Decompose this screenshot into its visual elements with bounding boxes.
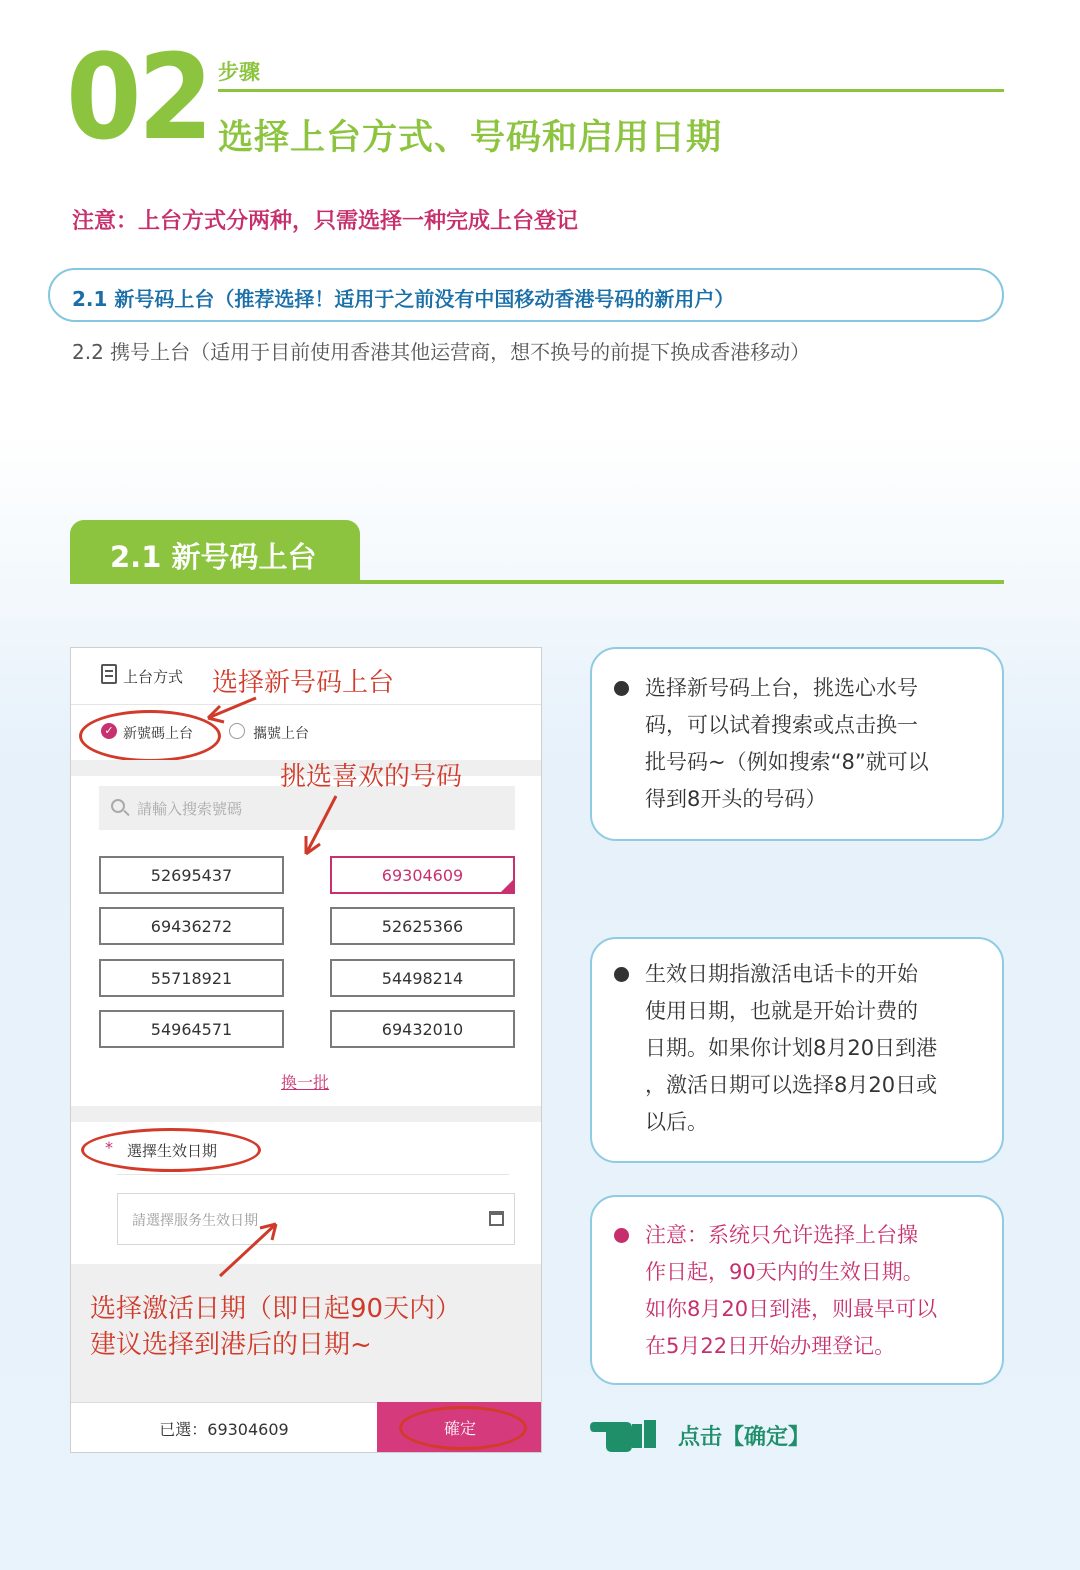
number-option-selected[interactable]: 69304609 (330, 856, 515, 894)
note-3-line: 注意：系统只允许选择上台操 (645, 1223, 918, 1247)
note-1-line: 得到8开头的号码） (645, 787, 827, 811)
confirm-button-label: 確定 (443, 1419, 476, 1438)
note-1-line: 批号码~（例如搜索“8”就可以 (645, 750, 929, 774)
number-option[interactable]: 52625366 (330, 907, 515, 945)
annotation-arrow (196, 690, 266, 730)
note-2-line: ，激活日期可以选择8月20日或 (645, 1073, 938, 1097)
bullet-dot (614, 967, 629, 982)
notice-text: 注意：上台方式分两种，只需选择一种完成上台登记 (72, 209, 579, 234)
annotation-suggest-date: 建议选择到港后的日期~ (90, 1330, 372, 1360)
option-2-text: 2.2 携号上台（适用于目前使用香港其他运营商，想不换号的前提下换成香港移动） (72, 340, 811, 364)
header-divider (218, 89, 1004, 92)
divider (71, 704, 541, 705)
note-2-line: 使用日期，也就是开始计费的 (645, 999, 918, 1023)
click-confirm-hint: 点击【确定】 (678, 1425, 811, 1450)
number-option[interactable]: 54498214 (330, 959, 515, 997)
annotation-ellipse (399, 1406, 527, 1450)
section-tab-label: 2.1 新号码上台 (110, 540, 317, 574)
refresh-numbers-link[interactable]: 換一批 (281, 1073, 330, 1092)
note-3-line: 如你8月20日到港，则最早可以 (645, 1297, 938, 1321)
number-option[interactable]: 55718921 (99, 959, 284, 997)
option-1-text: 2.1 新号码上台（推荐选择！适用于之前没有中国移动香港号码的新用户） (72, 287, 735, 311)
bullet-dot (614, 1228, 629, 1243)
required-star: * (105, 1138, 113, 1157)
annotation-arrow (212, 1214, 292, 1284)
radio-port-number-label[interactable]: 攜號上台 (253, 726, 309, 742)
section-divider (70, 580, 1004, 584)
note-2-line: 以后。 (645, 1110, 708, 1134)
pointing-hand-icon (588, 1410, 660, 1456)
note-2-line: 生效日期指激活电话卡的开始 (645, 962, 918, 986)
date-input[interactable] (117, 1193, 515, 1245)
annotation-arrow (296, 790, 346, 862)
note-3-line: 作日起，90天内的生效日期。 (645, 1260, 924, 1284)
form-icon (101, 664, 117, 684)
search-placeholder: 請輸入搜索號碼 (137, 800, 243, 818)
bullet-dot (614, 681, 629, 696)
method-label: 上台方式 (123, 668, 184, 686)
date-label: 選擇生效日期 (127, 1142, 218, 1160)
number-option[interactable]: 69432010 (330, 1010, 515, 1048)
step-number: 02 (66, 28, 210, 166)
band (71, 1106, 541, 1122)
annotation-ellipse (81, 1128, 261, 1172)
note-3-line: 在5月22日开始办理登记。 (645, 1334, 896, 1358)
radio-new-number-label[interactable]: 新號碼上台 (123, 726, 193, 742)
annotation-select-date: 选择激活日期（即日起90天内） (90, 1294, 462, 1324)
step-label: 步骤 (218, 60, 260, 84)
date-placeholder: 請選擇服务生效日期 (132, 1213, 258, 1229)
calendar-icon[interactable] (489, 1211, 504, 1226)
divider (117, 1174, 509, 1175)
note-1-line: 选择新号码上台，挑选心水号 (645, 676, 918, 700)
annotation-pick-number: 挑选喜欢的号码 (280, 762, 463, 792)
annotation-select-new: 选择新号码上台 (212, 668, 395, 698)
radio-checked-icon[interactable]: ✓ (101, 723, 117, 739)
note-2-line: 日期。如果你计划8月20日到港 (645, 1036, 938, 1060)
note-1-line: 码，可以试着搜索或点击换一 (645, 713, 918, 737)
selected-number-text: 已選：69304609 (159, 1420, 289, 1439)
number-option[interactable]: 69436272 (99, 907, 284, 945)
selected-bar (71, 1402, 377, 1453)
page-title: 选择上台方式、号码和启用日期 (218, 118, 723, 158)
number-option[interactable]: 52695437 (99, 856, 284, 894)
number-option[interactable]: 54964571 (99, 1010, 284, 1048)
